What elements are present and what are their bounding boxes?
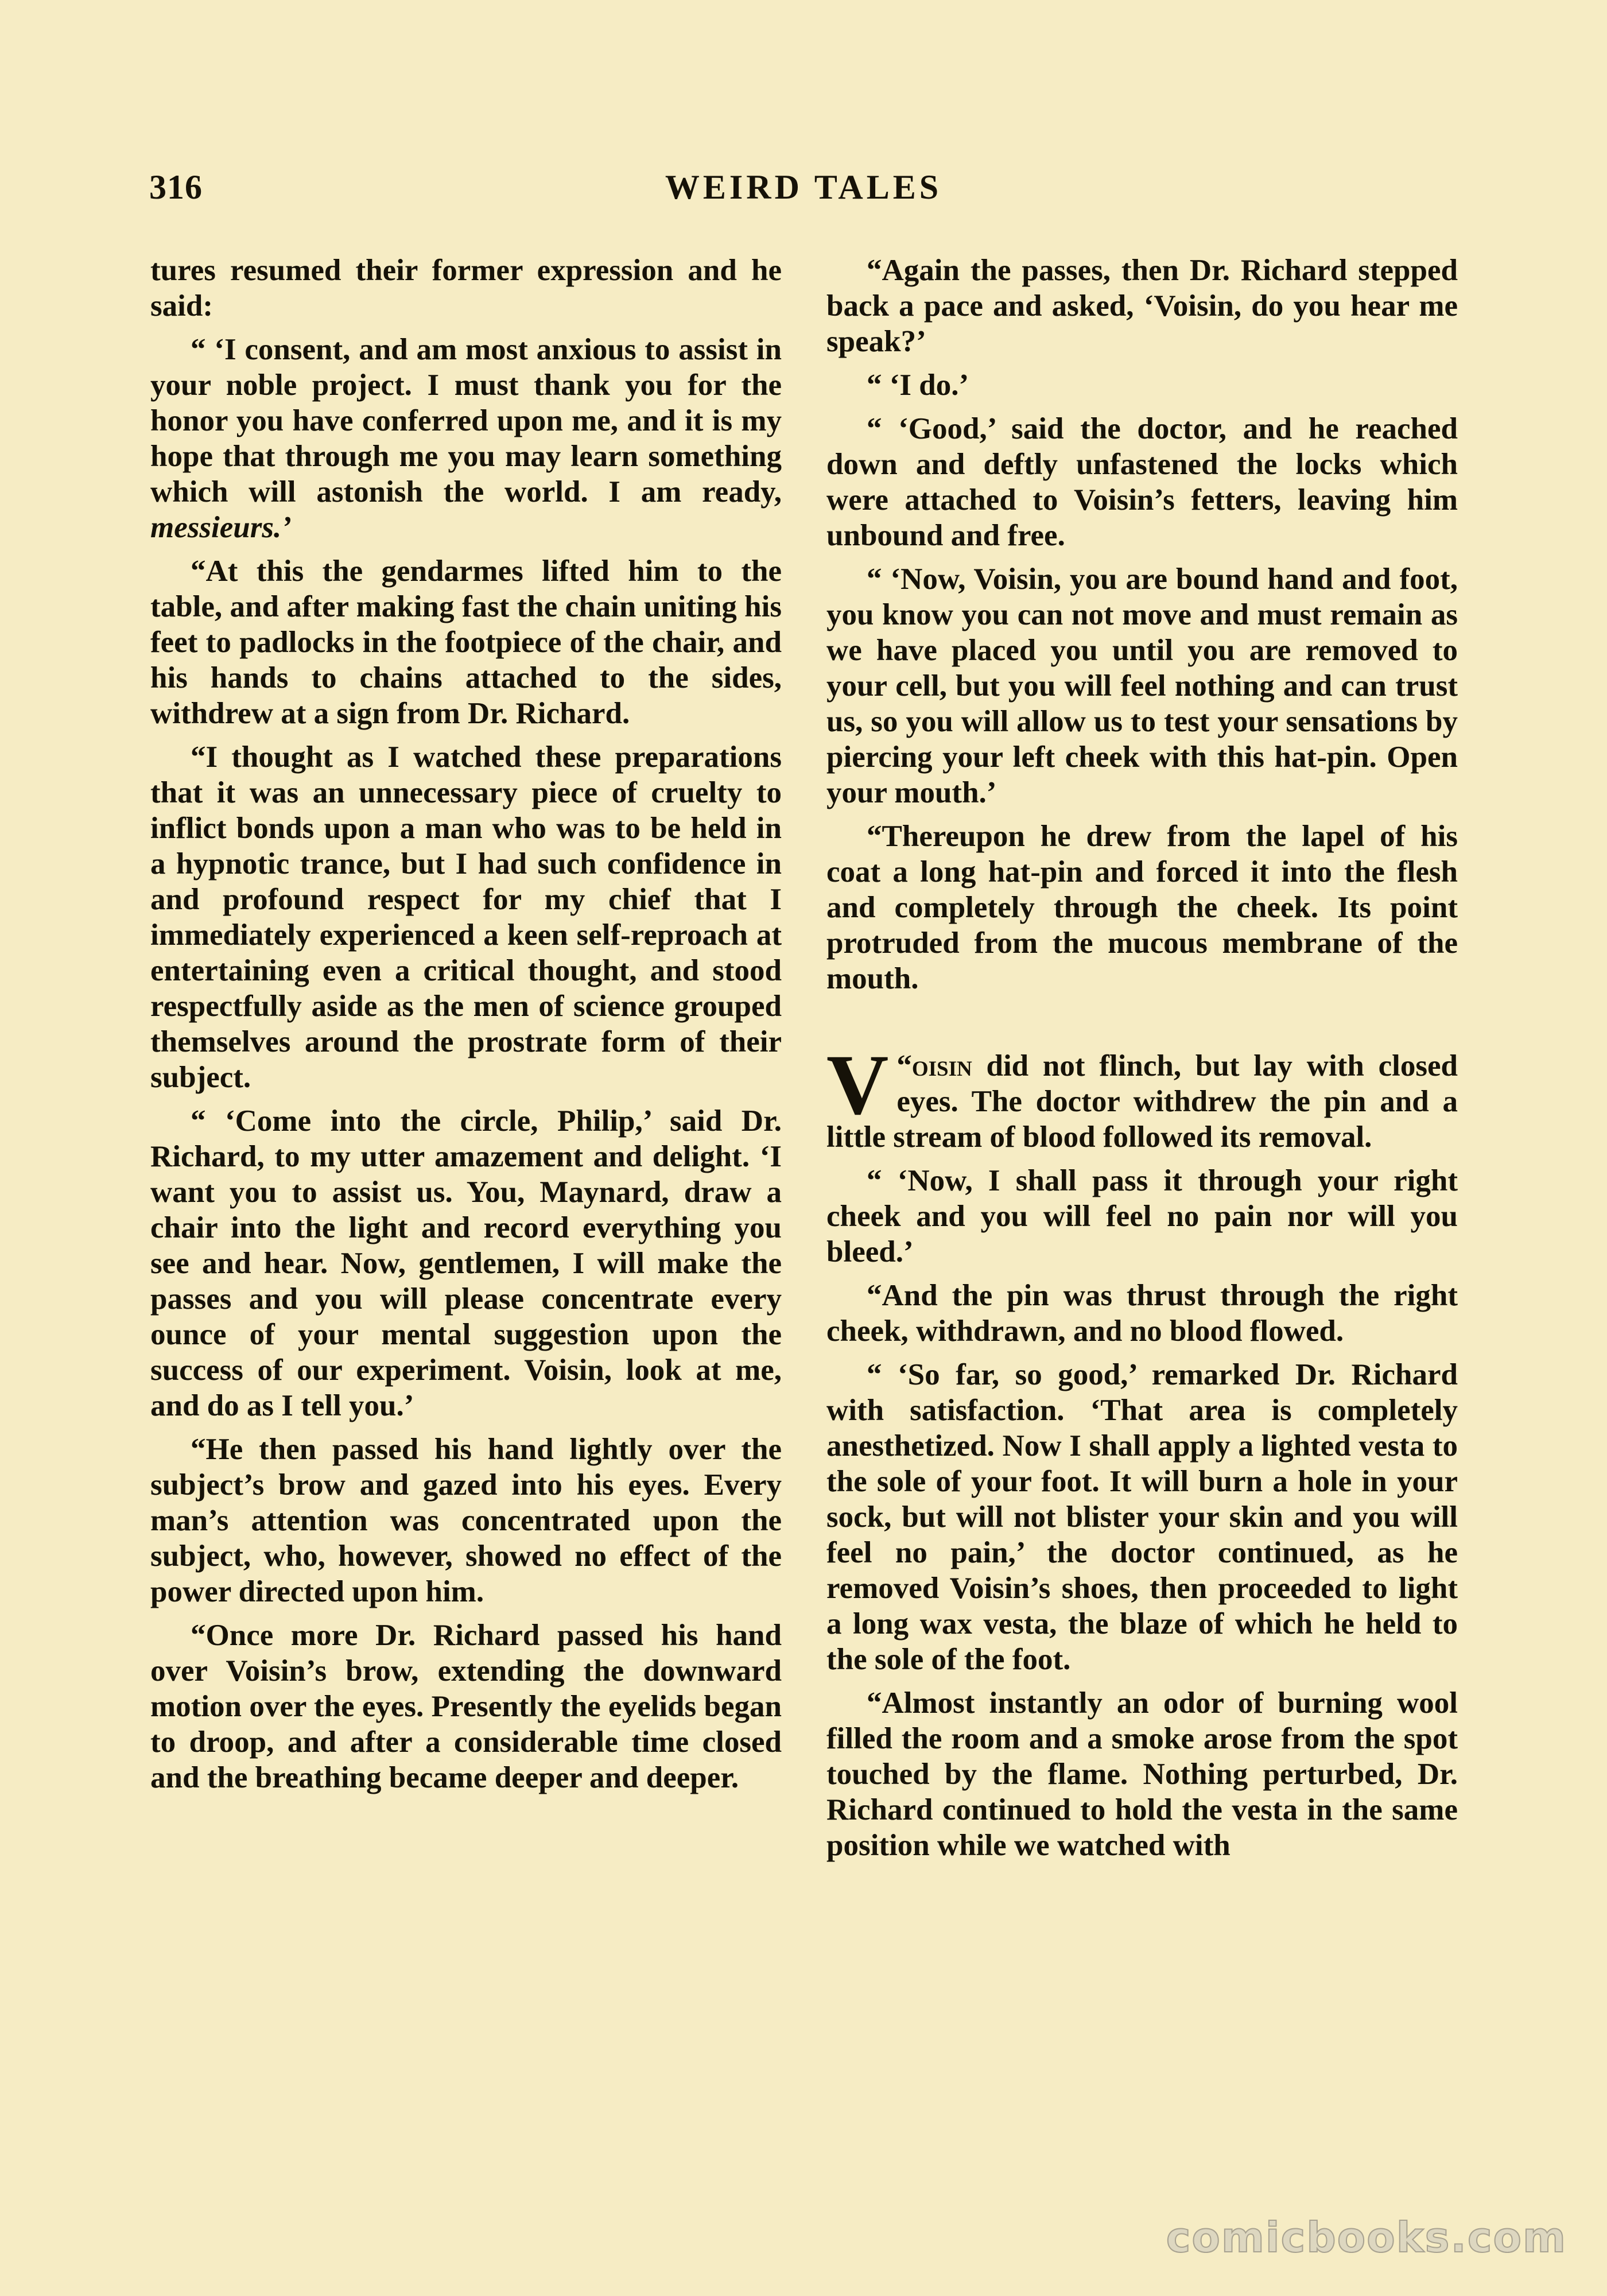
paragraph: “ ‘So far, so good,’ remarked Dr. Richard with satisfaction. ‘That area is completely anesthetized. Now I shall apply a lighted vesta to the sole of your foot. It will burn a hole in your sock, but will not blister your skin and you will feel no pain,’ the doctor continued, as he removed Voisin’s shoes, then proceeded to light a long wax vesta, the blaze of which he held to the sole of the foot. — [826, 1358, 1458, 1676]
paragraph: “He then passed his hand lightly over the subject’s brow and gazed into his eyes. Every man’s attention was concentrated upon the subject, who, however, showed no effect of the power directed upon him. — [150, 1433, 782, 1608]
magazine-title: WEIRD TALES — [665, 168, 942, 206]
opening-quote: “ — [896, 1049, 912, 1083]
paragraph — [150, 332, 782, 545]
italic-text: messieurs.’ — [150, 511, 292, 544]
section-start-paragraph — [826, 1037, 1458, 1155]
paragraph: “ ‘I do.’ — [867, 369, 969, 402]
paragraph: “Thereupon he drew from the lapel of his coat a long hat-pin and forced it into the flesh and completely through the cheek. Its point protruded from the mucous membrane of the mouth. — [826, 820, 1458, 995]
paragraph: “ ‘Now, I shall pass it through your right cheek and you will feel no pain nor will you bleed.’ — [826, 1164, 1458, 1269]
paragraph-text: did not flinch, but lay with closed eyes. The doctor withdrew the pin and a little stream of blood followed its removal. — [826, 1049, 1458, 1154]
paragraph: “Almost instantly an odor of burning wool filled the room and a smoke arose from the spot touched by the flame. Nothing perturbed, Dr. Richard continued to hold the vesta in the same position while we watched with — [826, 1686, 1458, 1862]
paragraph: “I thought as I watched these preparations that it was an unnecessary piece of cruelty to inflict bonds upon a man who was to be held in a hypnotic trance, but I had such confidence in and profound respect for my chief that I immediately experienced a keen self-reproach at entertaining even a critical thought, and stood respectfully aside as the men of science grouped themselves around the prostrate form of their subject. — [150, 740, 782, 1094]
watermark: comicbooks.com — [1166, 2213, 1567, 2262]
paragraph: “Once more Dr. Richard passed his hand over Voisin’s brow, extending the downward motion over the eyes. Presently the eyelids began to droop, and after a considerable time closed and the breathing became deeper and deeper. — [150, 1619, 782, 1794]
drop-cap: V — [826, 1037, 889, 1133]
paragraph: “ ‘Come into the circle, Philip,’ said Dr. Richard, to my utter amazement and delight. ‘I want you to assist us. You, Maynard, draw a chair into the light and record everything you see and hear. Now, gentlemen, I will make the passes and you will please concentrate every ounce of your mental suggestion upon the success of our experiment. Voisin, look at me, and do as I tell you.’ — [150, 1104, 782, 1422]
page-header — [149, 168, 1458, 214]
paragraph: “Again the passes, then Dr. Richard stepped back a pace and asked, ‘Voisin, do you hear me speak?’ — [826, 254, 1458, 358]
paragraph: tures resumed their former expression and he said: — [150, 254, 782, 323]
paragraph: “At this the gendarmes lifted him to the table, and after making fast the chain uniting his feet to padlocks in the footpiece of the chair, and his hands to chains attached to the sides, withdrew at a sign from Dr. Richard. — [150, 554, 782, 730]
small-caps-word: oisin — [911, 1049, 972, 1083]
left-column — [150, 253, 782, 1804]
paragraph-text: “ ‘I consent, and am most anxious to assist in your noble project. I must thank you for the honor you have conferred upon me, and it is my hope that through me you may learn something which will astonish the world. I am ready, — [150, 333, 782, 509]
right-column — [826, 253, 1458, 1871]
paragraph: “And the pin was thrust through the right cheek, withdrawn, and no blood flowed. — [826, 1279, 1458, 1348]
page-number: 316 — [149, 168, 203, 206]
paragraph: “ ‘Good,’ said the doctor, and he reached down and deftly unfastened the locks which were attached to Voisin’s fetters, leaving him unbound and free. — [826, 412, 1458, 552]
paragraph: “ ‘Now, Voisin, you are bound hand and foot, you know you can not move and must remain as we have placed you until you are removed to your cell, but you will feel nothing and can trust us, so you will allow us to test your sensations by piercing your left cheek with this hat-pin. Open your mouth.’ — [826, 563, 1458, 809]
